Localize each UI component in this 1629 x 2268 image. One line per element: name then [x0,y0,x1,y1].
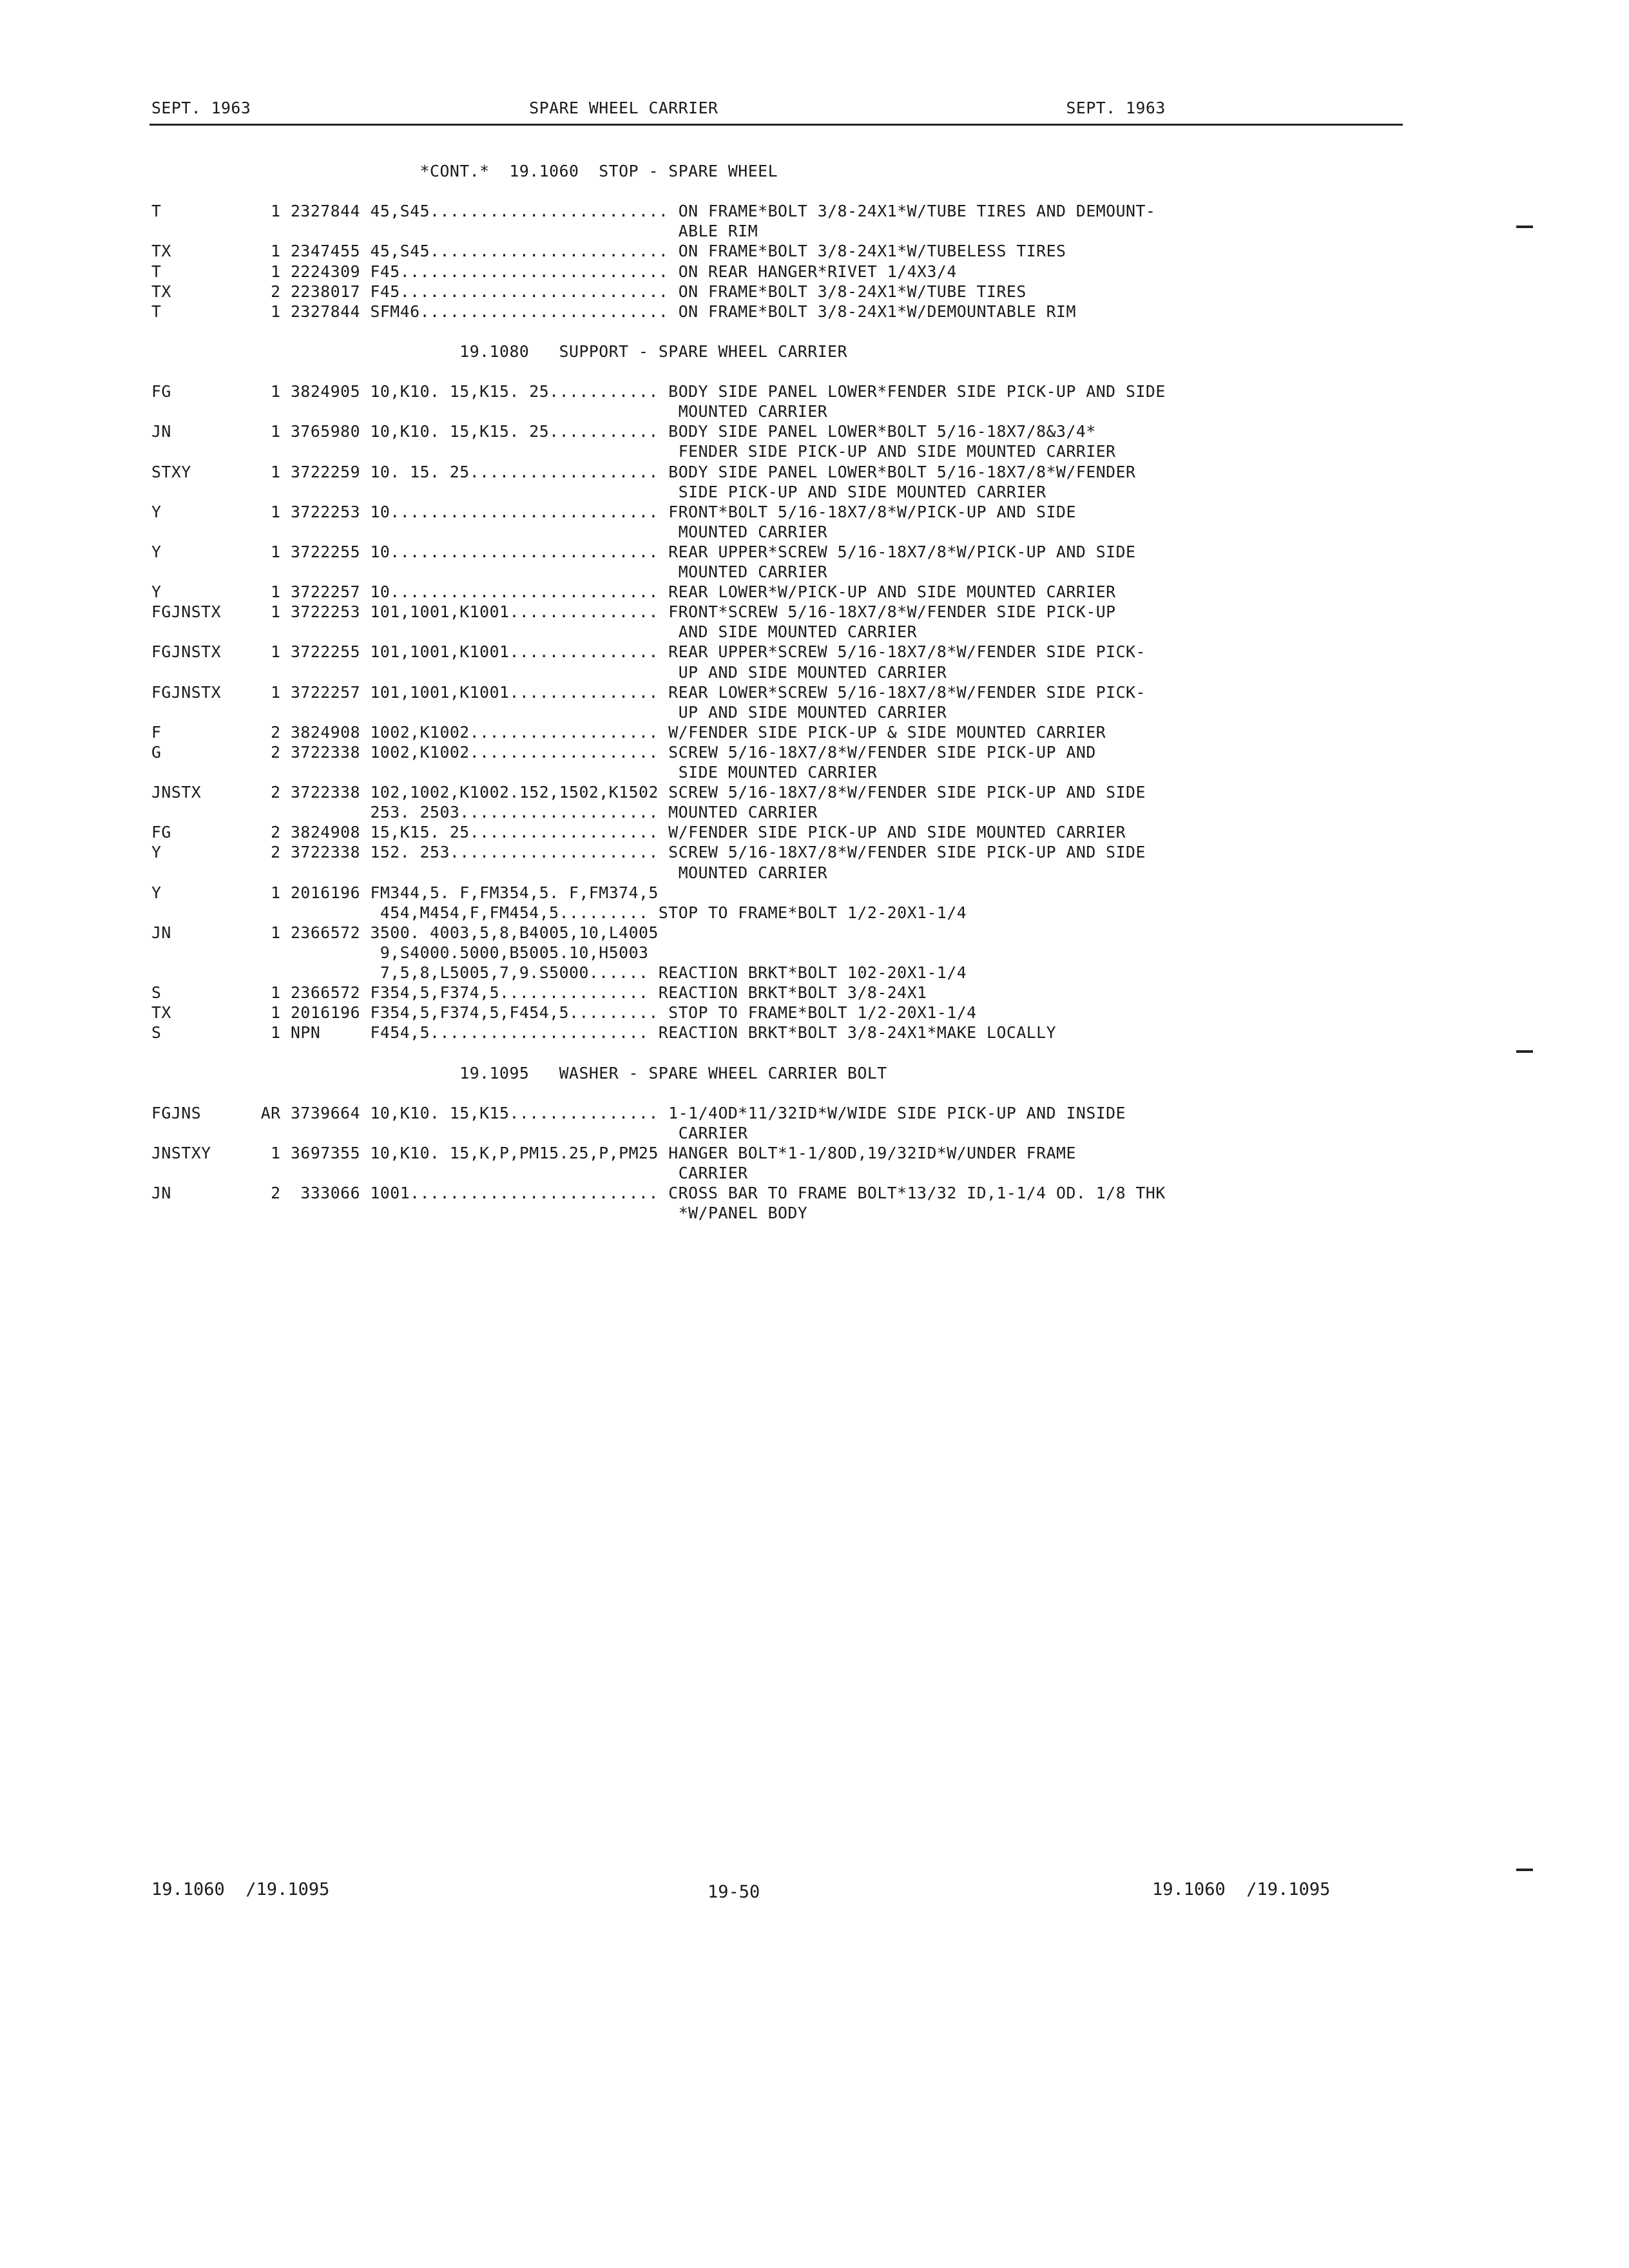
text-line: 454,M454,F,FM454,5......... STOP TO FRAME*BOLT 1/2-20X1-1/4 [151,903,967,922]
text-line: ABLE RIM [151,222,758,241]
text-line: FGJNS AR 3739664 10,K10. 15,K15............... 1-1/4OD*11/32ID*W/WIDE SIDE PICK-UP AND INSIDE [151,1103,1126,1122]
text-line: JNSTX 2 3722338 102,1002,K1002.152,1502,K1502 SCREW 5/16-18X7/8*W/FENDER SIDE PICK-UP AND SIDE [151,783,1146,802]
text-line: Y 1 3722253 10........................... FRONT*BOLT 5/16-18X7/8*W/PICK-UP AND SIDE [151,502,1076,521]
text-line: S 1 2366572 F354,5,F374,5............... REACTION BRKT*BOLT 3/8-24X1 [151,983,927,1003]
text-line: UP AND SIDE MOUNTED CARRIER [151,702,947,722]
text-line: F 2 3824908 1002,K1002................... W/FENDER SIDE PICK-UP & SIDE MOUNTED CARRIER [151,722,1106,742]
text-line: AND SIDE MOUNTED CARRIER [151,622,918,642]
text-line: 253. 2503.................... MOUNTED CARRIER [151,803,818,822]
text-line: CARRIER [151,1164,748,1182]
text-line: 19.1095 WASHER - SPARE WHEEL CARRIER BOLT [151,1063,887,1082]
text-line: Y 1 3722257 10........................... REAR LOWER*W/PICK-UP AND SIDE MOUNTED CARRIER [151,582,1116,602]
text-line: CARRIER [151,1123,748,1142]
text-line: 19.1080 SUPPORT - SPARE WHEEL CARRIER [151,341,848,361]
text-line: JNSTXY 1 3697355 10,K10. 15,K,P,PM15.25,P,PM25 HANGER BOLT*1-1/8OD,19/32ID*W/UNDER FRAME [151,1143,1076,1162]
text-line: SIDE PICK-UP AND SIDE MOUNTED CARRIER [151,482,1046,501]
text-line: 7,5,8,L5005,7,9.S5000...... REACTION BRKT*BOLT 102-20X1-1/4 [151,963,967,982]
text-line: UP AND SIDE MOUNTED CARRIER [151,662,947,682]
text-line: FENDER SIDE PICK-UP AND SIDE MOUNTED CARRIER [151,442,1116,461]
text-line: Y 1 2016196 FM344,5. F,FM354,5. F,FM374,5 [151,883,659,902]
text-line: MOUNTED CARRIER [151,863,828,882]
margin-mark [1516,1050,1533,1053]
text-line: G 2 3722338 1002,K1002................... SCREW 5/16-18X7/8*W/FENDER SIDE PICK-UP AND [151,742,1096,762]
text-line: *CONT.* 19.1060 STOP - SPARE WHEEL [151,162,778,180]
footer-section-range-left: 19.1060 /19.1095 [151,1879,330,1899]
text-line: FGJNSTX 1 3722255 101,1001,K1001............... REAR UPPER*SCREW 5/16-18X7/8*W/FENDER SIDE PICK- [151,642,1146,662]
text-line: MOUNTED CARRIER [151,562,828,581]
text-line: TX 2 2238017 F45........................... ON FRAME*BOLT 3/8-24X1*W/TUBE TIRES [151,282,1027,301]
text-line: TX 1 2347455 45,S45........................ ON FRAME*BOLT 3/8-24X1*W/TUBELESS TIRES [151,242,1066,261]
text-line: TX 1 2016196 F354,5,F374,5,F454,5......... STOP TO FRAME*BOLT 1/2-20X1-1/4 [151,1003,977,1023]
text-line: Y 2 3722338 152. 253..................... SCREW 5/16-18X7/8*W/FENDER SIDE PICK-UP AND SIDE [151,843,1146,862]
text-line: JN 1 2366572 3500. 4003,5,8,B4005,10,L4005 [151,923,659,942]
footer-section-range-right: 19.1060 /19.1095 [1152,1879,1331,1899]
margin-mark [1516,1869,1533,1871]
header-rule [149,124,1403,126]
text-line: Y 1 3722255 10........................... REAR UPPER*SCREW 5/16-18X7/8*W/PICK-UP AND SIDE [151,542,1136,561]
footer-page-number: 19-50 [708,1882,760,1902]
text-line: STXY 1 3722259 10. 15. 25................... BODY SIDE PANEL LOWER*BOLT 5/16-18X7/8*W/FENDER [151,462,1136,481]
text-line: JN 2 333066 1001......................... CROSS BAR TO FRAME BOLT*13/32 ID,1-1/4 OD. 1/8 THK [151,1184,1166,1203]
margin-mark [1516,226,1533,228]
text-line: FGJNSTX 1 3722257 101,1001,K1001............... REAR LOWER*SCREW 5/16-18X7/8*W/FENDER SIDE PICK- [151,682,1146,702]
page-header: SEPT. 1963 SPARE WHEEL CARRIER SEPT. 1963 [151,99,1166,117]
text-line: FG 1 3824905 10,K10. 15,K15. 25........... BODY SIDE PANEL LOWER*FENDER SIDE PICK-UP AND SIDE [151,382,1166,401]
text-line: T 1 2224309 F45........................... ON REAR HANGER*RIVET 1/4X3/4 [151,262,957,281]
text-line: MOUNTED CARRIER [151,522,828,541]
text-line: 9,S4000.5000,B5005.10,H5003 [151,943,649,962]
text-line: T 1 2327844 45,S45........................ ON FRAME*BOLT 3/8-24X1*W/TUBE TIRES AND DEMOUNT- [151,202,1156,221]
text-line: FGJNSTX 1 3722253 101,1001,K1001............... FRONT*SCREW 5/16-18X7/8*W/FENDER SIDE PICK-UP [151,602,1116,622]
text-line: S 1 NPN F454,5...................... REACTION BRKT*BOLT 3/8-24X1*MAKE LOCALLY [151,1023,1057,1043]
text-line: *W/PANEL BODY [151,1204,808,1223]
text-line: MOUNTED CARRIER [151,402,828,421]
text-line: SIDE MOUNTED CARRIER [151,763,878,782]
text-line: JN 1 3765980 10,K10. 15,K15. 25........... BODY SIDE PANEL LOWER*BOLT 5/16-18X7/8&3/4* [151,422,1096,441]
text-line: T 1 2327844 SFM46......................... ON FRAME*BOLT 3/8-24X1*W/DEMOUNTABLE RIM [151,302,1076,321]
text-line: FG 2 3824908 15,K15. 25................... W/FENDER SIDE PICK-UP AND SIDE MOUNTED CARRIER [151,823,1126,842]
